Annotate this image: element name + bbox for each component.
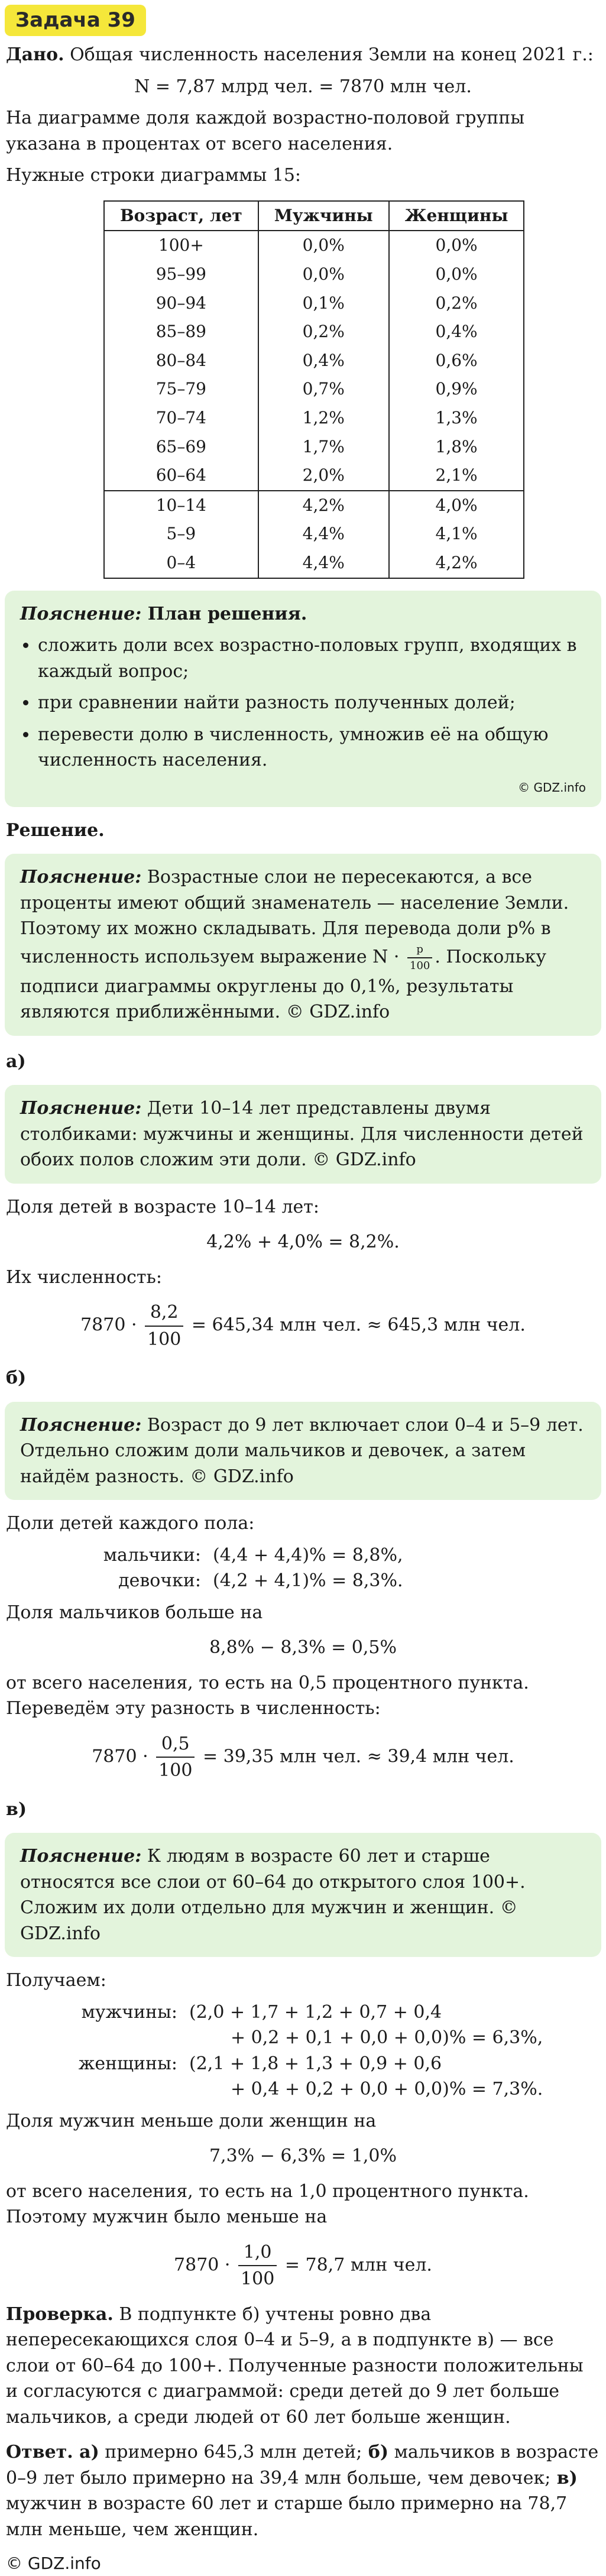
table-row xyxy=(104,520,524,549)
given-paragraph xyxy=(6,42,600,68)
table-cell: 4,2% xyxy=(389,549,524,578)
part-c-formula2: 7,3% − 6,3% = 1,0% xyxy=(209,2146,397,2167)
solution-label: Решение. xyxy=(6,819,105,841)
table-cell: 0–4 xyxy=(104,549,258,578)
table-body xyxy=(104,231,524,578)
table-cell: 0,2% xyxy=(258,317,389,346)
women-line1: (2,1 + 1,8 + 1,3 + 0,9 + 0,6 xyxy=(189,2053,442,2074)
table-cell: 2,1% xyxy=(389,461,524,491)
table-row xyxy=(104,461,524,491)
part-a-label: а) xyxy=(6,1051,26,1072)
table-cell: 80–84 xyxy=(104,346,258,375)
table-cell: 4,0% xyxy=(389,491,524,520)
part-b-gender-lines xyxy=(6,1543,600,1594)
table-cell: 95–99 xyxy=(104,260,258,289)
answer-paragraph xyxy=(6,2439,600,2542)
part-c-label: в) xyxy=(6,1799,27,1820)
table-cell: 4,4% xyxy=(258,520,389,549)
plan-list xyxy=(20,633,586,773)
table-cell: 4,2% xyxy=(258,491,389,520)
fraction-denominator: 100 xyxy=(158,1760,193,1781)
boys-label: мальчики: xyxy=(103,1544,201,1566)
plan-item: • при сравнении найти разность полученных долей; xyxy=(38,690,586,716)
table-cell: 5–9 xyxy=(104,520,258,549)
answer-b-text: мальчиков в возрасте 0–9 лет было примерно на 39,4 млн больше, чем девочек; xyxy=(6,2442,599,2488)
table-row xyxy=(104,491,524,520)
part-b-line3: от всего населения, то есть на 0,5 процентного пункта. Переведём эту разность в численность: xyxy=(6,1672,529,1719)
part-b-line2: Доля мальчиков больше на xyxy=(6,1602,263,1623)
table-cell: 10–14 xyxy=(104,491,258,520)
table-cell: 100+ xyxy=(104,231,258,260)
table-cell: 2,0% xyxy=(258,461,389,491)
girls-formula: (4,2 + 4,1)% = 8,3%. xyxy=(213,1570,403,1592)
table-cell: 0,0% xyxy=(258,231,389,260)
table-cell: 85–89 xyxy=(104,317,258,346)
fraction-denominator: 100 xyxy=(410,959,430,972)
check-paragraph xyxy=(6,2302,600,2431)
part-b-explain xyxy=(5,1402,601,1501)
men-label: мужчины: xyxy=(81,2001,177,2023)
check-text: В подпункте б) учтены ровно два непересекающихся слоя 0–4 и 5–9, а в подпункте в) — все слои от 60–64 до 100+. Полученные разности положительны и согласуются с диаграммой: среди детей до 9 лет больше мальчиков, а среди людей от 60 лет больше женщин. xyxy=(6,2303,584,2428)
women-line2: + 0,4 + 0,2 + 0,0 + 0,0)% = 7,3%. xyxy=(231,2079,543,2100)
table-cell: 1,2% xyxy=(258,404,389,433)
fraction xyxy=(238,2240,277,2292)
part-a-explain-text: Дети 10–14 лет представлены двумя столбиками: мужчины и женщины. Для численности детей обоих полов сложим эти доли. © GDZ.info xyxy=(20,1098,584,1171)
task-badge: Задача 39 xyxy=(5,5,146,36)
plan-item: • сложить доли всех возрастно-половых групп, входящих в каждый вопрос; xyxy=(38,633,586,684)
table-header-row xyxy=(104,201,524,231)
part-c-line1: Получаем: xyxy=(6,1970,106,1991)
part-b-explain-text: Возраст до 9 лет включает слои 0–4 и 5–9 лет. Отдельно сложим доли мальчиков и девочек, а затем найдём разность. © GDZ.info xyxy=(20,1414,584,1487)
part-a-explain-title: Пояснение: xyxy=(20,1098,142,1119)
table-cell: 0,9% xyxy=(389,375,524,404)
table-cell: 70–74 xyxy=(104,404,258,433)
part-a-formula2 xyxy=(6,1300,600,1352)
answer-b-label: б) xyxy=(362,2442,389,2463)
part-b-line1: Доли детей каждого пола: xyxy=(6,1513,255,1534)
table-cell: 1,8% xyxy=(389,433,524,462)
given-note: На диаграмме доля каждой возрастно-половой группы указана в процентах от всего населения. xyxy=(6,108,525,154)
table-header: Возраст, лет xyxy=(104,201,258,231)
given-formula: N = 7,87 млрд чел. = 7870 млн чел. xyxy=(134,76,472,97)
table-cell: 0,6% xyxy=(389,346,524,375)
given-text: Общая численность населения Земли на конец 2021 г.: xyxy=(64,44,594,66)
table-cell: 0,4% xyxy=(389,317,524,346)
explain1-title: Пояснение: xyxy=(20,867,142,888)
table-cell: 65–69 xyxy=(104,433,258,462)
table-cell: 0,4% xyxy=(258,346,389,375)
table-cell: 0,2% xyxy=(389,289,524,318)
part-c-explain-text: К людям в возрасте 60 лет и старше относятся все слои от 60–64 до открытого слоя 100+. Сложим их доли отдельно для мужчин и женщин. © GDZ.info xyxy=(20,1846,526,1944)
formula-suffix: = 78,7 млн чел. xyxy=(279,2254,432,2276)
girls-label: девочки: xyxy=(118,1570,201,1592)
part-c-sums xyxy=(6,2000,600,2102)
fraction xyxy=(156,1731,195,1784)
plan-item: • перевести долю в численность, умножив её на общую численность населения. xyxy=(38,722,586,773)
table-row xyxy=(104,317,524,346)
table-cell: 0,0% xyxy=(389,260,524,289)
explain-box-1 xyxy=(5,854,601,1036)
part-b-formula2: 8,8% − 8,3% = 0,5% xyxy=(209,1637,397,1658)
men-line1: (2,0 + 1,7 + 1,2 + 0,7 + 0,4 xyxy=(189,2001,442,2023)
answer-label: Ответ. xyxy=(6,2442,73,2463)
table-row xyxy=(104,433,524,462)
answer-c-text: мужчин в возрасте 60 лет и старше было примерно на 78,7 млн меньше, чем женщин. xyxy=(6,2493,568,2540)
table-cell: 75–79 xyxy=(104,375,258,404)
part-a-explain xyxy=(5,1085,601,1184)
fraction-denominator: 100 xyxy=(147,1328,182,1350)
table-cell: 4,1% xyxy=(389,520,524,549)
explain1-fraction xyxy=(407,942,432,974)
table-cell: 1,7% xyxy=(258,433,389,462)
plan-gdz: © GDZ.info xyxy=(518,780,586,795)
part-c-formula3 xyxy=(6,2240,600,2292)
formula-prefix: 7870 · xyxy=(80,1314,143,1336)
formula-prefix: 7870 · xyxy=(174,2254,236,2276)
table-row xyxy=(104,260,524,289)
part-b-formula3 xyxy=(6,1731,600,1784)
table-row xyxy=(104,289,524,318)
table-cell: 0,0% xyxy=(258,260,389,289)
fraction-numerator: 8,2 xyxy=(145,1300,183,1327)
table-intro: Нужные строки диаграммы 15: xyxy=(6,165,302,186)
given-section xyxy=(0,42,606,189)
plan-title-italic: Пояснение: xyxy=(20,603,142,624)
part-c-line3: от всего населения, то есть на 1,0 процентного пункта. Поэтому мужчин было меньше на xyxy=(6,2180,529,2228)
answer-c-label: в) xyxy=(550,2467,578,2488)
answer-a-text: примерно 645,3 млн детей; xyxy=(99,2442,362,2463)
fraction xyxy=(145,1300,183,1352)
table-row xyxy=(104,549,524,578)
part-a-line2: Их численность: xyxy=(6,1266,162,1288)
plan-box xyxy=(5,591,601,807)
table-cell: 4,4% xyxy=(258,549,389,578)
footer-gdz: © GDZ.info xyxy=(6,2554,101,2574)
explain1-text-b: . Поскольку подписи диаграммы округлены до 0,1%, результаты являются приближёнными. © GDZ.info xyxy=(20,946,547,1023)
part-b-explain-title: Пояснение: xyxy=(20,1414,142,1436)
age-table xyxy=(103,200,524,579)
boys-formula: (4,4 + 4,4)% = 8,8%, xyxy=(213,1544,403,1566)
part-c-line2: Доля мужчин меньше доли женщин на xyxy=(6,2110,377,2131)
fraction-numerator: 1,0 xyxy=(238,2240,277,2267)
fraction-numerator: p xyxy=(407,942,432,958)
formula-suffix: = 645,34 млн чел. ≈ 645,3 млн чел. xyxy=(186,1314,526,1336)
table-cell: 60–64 xyxy=(104,461,258,491)
given-label: Дано. xyxy=(6,44,64,66)
table-header: Женщины xyxy=(389,201,524,231)
part-a-formula1: 4,2% + 4,0% = 8,2%. xyxy=(206,1232,400,1253)
table-cell: 1,3% xyxy=(389,404,524,433)
table-row xyxy=(104,375,524,404)
table-cell: 0,0% xyxy=(389,231,524,260)
part-c-explain-title: Пояснение: xyxy=(20,1846,142,1867)
formula-suffix: = 39,35 млн чел. ≈ 39,4 млн чел. xyxy=(197,1746,514,1767)
table-cell: 0,7% xyxy=(258,375,389,404)
answer-a-label: а) xyxy=(73,2442,99,2463)
part-c-explain xyxy=(5,1833,601,1957)
explain1-text-a: Возрастные слои не пересекаются, а все проценты имеют общий знаменатель — население Земли. Поэтому их можно складывать. Для перевода доли p% в численность используем выражение N · xyxy=(20,867,569,967)
women-label: женщины: xyxy=(78,2053,177,2074)
table-cell: 90–94 xyxy=(104,289,258,318)
table-row xyxy=(104,404,524,433)
table-row xyxy=(104,231,524,260)
fraction-numerator: 0,5 xyxy=(156,1731,195,1758)
check-label: Проверка. xyxy=(6,2303,114,2325)
table-row xyxy=(104,346,524,375)
plan-title-bold: План решения. xyxy=(141,603,307,624)
table-cell: 0,1% xyxy=(258,289,389,318)
men-line2: + 0,2 + 0,1 + 0,0 + 0,0)% = 6,3%, xyxy=(231,2027,543,2049)
fraction-denominator: 100 xyxy=(241,2269,275,2290)
table-header: Мужчины xyxy=(258,201,389,231)
part-a-line1: Доля детей в возрасте 10–14 лет: xyxy=(6,1196,319,1217)
formula-prefix: 7870 · xyxy=(92,1746,154,1767)
part-b-label: б) xyxy=(6,1368,27,1389)
